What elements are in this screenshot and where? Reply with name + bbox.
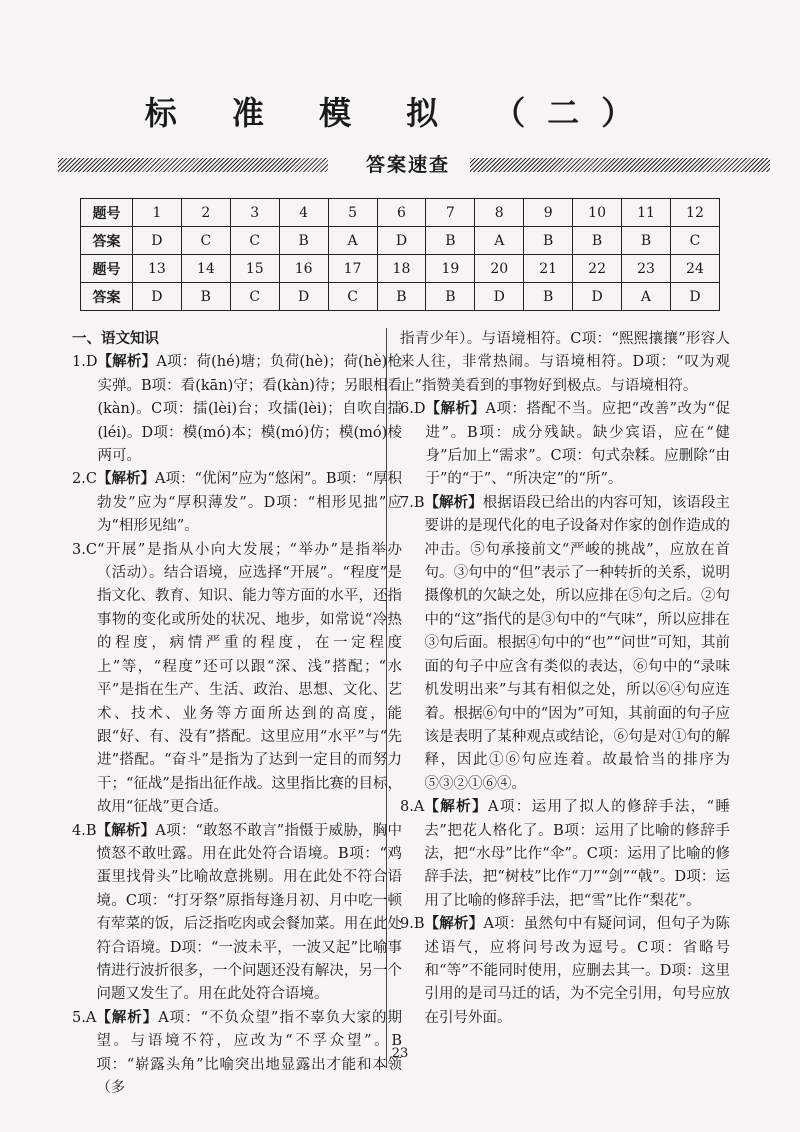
question-number-cell: 7 [426, 199, 475, 227]
question-number-cell: 19 [426, 255, 475, 283]
page-title: 标 准 模 拟 （二） [144, 94, 656, 132]
row-header: 答案 [81, 283, 133, 311]
question-number-cell: 23 [622, 255, 671, 283]
answer-cell: B [377, 283, 426, 311]
item-text: A项：荷(hé)塘；负荷(hè)；荷(hè)枪实弹。B项：看(kān)守；看(kàn)待；另眼相看(kàn)。C项：擂(lèi)台；攻擂(lèi)；自吹自擂(léi)。D项：模(mó)本；模(mó)仿；模(mó)棱两可。 [97, 354, 403, 465]
item-number: 6.D [400, 401, 426, 418]
analysis-tag: 【解析】 [96, 822, 156, 839]
item-number: 1.D [72, 354, 98, 371]
answer-cell: B [573, 227, 622, 255]
item-text: A项：“不负众望”指不辜负大家的期望。与语境不符，应改为“不孚众望”。B项：“崭露头角”比喻突出地显露出才能和本领（多 [96, 1009, 403, 1096]
left-column [72, 328, 402, 1100]
item-text: A项：搭配不当。应把“改善”改为“促进”。B项：成分残缺。缺少宾语，应在“健身”后加上“需求”。C项：句式杂糅。应删除“由于”的“于”、“所决定”的“所”。 [425, 401, 730, 488]
analysis-tag: 【解析】 [425, 401, 486, 418]
answer-row [81, 227, 720, 255]
answer-cell: D [670, 283, 719, 311]
answer-cell: B [426, 227, 475, 255]
item-text: A项：“优闲”应为“悠闲”。B项：“厚积勃发”应为“厚积薄发”。D项：“相形见拙”应为“相形见绌”。 [96, 471, 402, 535]
question-number-cell: 21 [524, 255, 573, 283]
item-number: 9.B [400, 916, 425, 933]
analysis-tag: 【解析】 [97, 354, 157, 371]
answer-cell: A [328, 227, 377, 255]
answer-cell: B [426, 283, 475, 311]
item-text: “开展”是指从小向大发展；“举办”是指举办（活动）。结合语境，应选择“开展”。“程度”是指文化、教育、知识、能力等方面的水平，还指事物的变化或所处的状况、地步，如常说“冷热的程度，病情严重的程度，在一定程度上”等，“程度”还可以跟“深、浅”搭配；“水平”是指在生产、生活、政治、思想、文化、艺术、技术、业务等方面所达到的高度，能跟“好、有、没有”搭配。这里应用“水平”与“先进”搭配。“奋斗”是指为了达到一定目的而努力干；“征战”是指出征作战。这里指比赛的目标，故用“征战”更合适。 [96, 541, 402, 816]
question-number-row [81, 255, 720, 283]
question-number-cell: 9 [524, 199, 573, 227]
answer-cell: C [230, 283, 279, 311]
question-number-cell: 24 [670, 255, 719, 283]
explanation-item [400, 796, 730, 913]
answer-cell: D [279, 283, 328, 311]
item-text: A项：虽然句中有疑问词，但句子为陈述语气，应将问号改为逗号。C项：省略号和“等”不能同时使用，应删去其一。D项：这里引用的是司马迁的话，为不完全引用，句号应放在引号外面。 [424, 916, 730, 1026]
answer-cell: B [622, 227, 671, 255]
question-number-row [81, 199, 720, 227]
question-number-cell: 4 [279, 199, 328, 227]
analysis-tag: 【解析】 [424, 799, 488, 816]
analysis-tag: 【解析】 [96, 471, 155, 488]
explanation-item [72, 468, 402, 538]
answer-cell: A [475, 227, 524, 255]
answer-table [80, 198, 720, 311]
explanation-item [400, 913, 730, 1030]
answer-row [81, 283, 720, 311]
question-number-cell: 17 [328, 255, 377, 283]
explanation-item [72, 351, 402, 468]
explanation-item [400, 492, 730, 796]
question-number-cell: 1 [132, 199, 181, 227]
item-number: 8.A [400, 799, 425, 816]
question-number-cell: 18 [377, 255, 426, 283]
answer-cell: B [181, 283, 230, 311]
item-number: 5.A [72, 1009, 97, 1026]
row-header: 题号 [81, 255, 133, 283]
question-number-cell: 14 [181, 255, 230, 283]
question-number-cell: 8 [475, 199, 524, 227]
banner-label: 答案速查 [365, 154, 450, 176]
answer-cell: C [181, 227, 230, 255]
question-number-cell: 11 [622, 199, 671, 227]
continued-text: 指青少年）。与语境相符。C项：“熙熙攘攘”形容人来人往，非常热闹。与语境相符。D项：“叹为观止”指赞美看到的事物好到极点。与语境相符。 [400, 331, 730, 394]
question-number-cell: 3 [230, 199, 279, 227]
banner-hatch-right [470, 158, 770, 172]
explanation-item [72, 820, 402, 1007]
question-number-cell: 5 [328, 199, 377, 227]
item-text: A项：“敢怒不敢言”指慑于威胁，胸中愤怒不敢吐露。用在此处符合语境。B项：“鸡蛋里找骨头”比喻故意挑剔。用在此处不符合语境。C项：“打牙祭”原指每逢月初、月中吃一顿有荤菜的饭，后泛指吃肉或会餐加菜。用在此处符合语境。D项：“一波未平，一波又起”比喻事情进行波折很多，一个问题还没有解决，另一个问题又发生了。用在此处符合语境。 [96, 822, 403, 1003]
question-number-cell: 2 [181, 199, 230, 227]
row-header: 答案 [81, 227, 133, 255]
answer-cell: A [622, 283, 671, 311]
answer-cell: B [279, 227, 328, 255]
item-text: 根据语段已给出的内容可知，该语段主要讲的是现代化的电子设备对作家的创作造成的冲击。⑤句承接前文“严峻的挑战”，应放在首句。③句中的“但”表示了一种转折的关系，说明摄像机的欠缺之处，所以应排在⑤句之后。②句中的“这”指代的是③句中的“气味”，所以应排在③句后面。根据④句中的“也”“问世”可知，其前面的句子中应含有类似的表达，⑥句中的“录味机发明出来”与其有相似之处，所以⑥④句应连着。根据⑥句中的“因为”可知，其前面的句子应该是表明了某种观点或结论，⑥句是对①句的解释，因此①⑥句应连着。故最恰当的排序为⑤③②①⑥④。 [424, 494, 731, 792]
row-header: 题号 [81, 199, 133, 227]
question-number-cell: 16 [279, 255, 328, 283]
right-column [400, 328, 730, 1030]
item-number: 7.B [400, 494, 425, 511]
section-title: 一、语文知识 [72, 331, 159, 347]
answer-cell: D [132, 227, 181, 255]
explanation-item [72, 539, 402, 820]
item-number: 4.B [72, 822, 97, 839]
page-number: 23 [391, 1046, 409, 1061]
analysis-tag: 【解析】 [424, 494, 483, 511]
answer-cell: D [573, 283, 622, 311]
answer-cell: B [524, 283, 573, 311]
section-banner [58, 150, 770, 180]
question-number-cell: 10 [573, 199, 622, 227]
question-number-cell: 13 [132, 255, 181, 283]
answer-cell: D [377, 227, 426, 255]
banner-hatch-left [58, 158, 328, 172]
answer-cell: C [230, 227, 279, 255]
question-number-cell: 15 [230, 255, 279, 283]
answer-cell: C [670, 227, 719, 255]
explanation-item [400, 398, 730, 492]
item-number: 2.C [72, 471, 97, 488]
analysis-tag: 【解析】 [424, 916, 484, 933]
question-number-cell: 6 [377, 199, 426, 227]
item-text: A项：运用了拟人的修辞手法，“睡去”把花人格化了。B项：运用了比喻的修辞手法，把“水母”比作“伞”。C项：运用了比喻的修辞手法，把“树枝”比作“刀”“剑”“戟”。D项：运用了比喻的修辞手法，把“雪”比作“梨花”。 [424, 799, 731, 909]
answer-cell: D [475, 283, 524, 311]
question-number-cell: 22 [573, 255, 622, 283]
analysis-tag: 【解析】 [96, 1009, 159, 1026]
question-number-cell: 20 [475, 255, 524, 283]
question-number-cell: 12 [670, 199, 719, 227]
answer-cell: C [328, 283, 377, 311]
item-number: 3.C [72, 541, 97, 558]
answer-cell: B [524, 227, 573, 255]
answer-cell: D [132, 283, 181, 311]
